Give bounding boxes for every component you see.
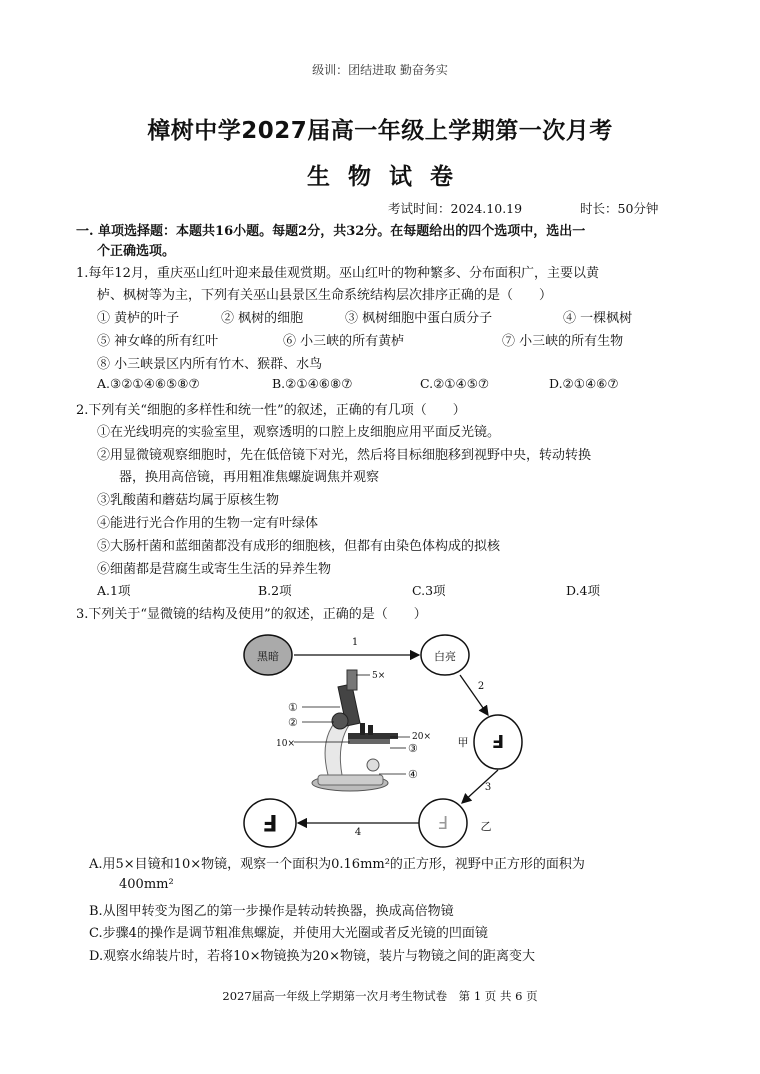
q2-statement: ②用显微镜观察细胞时，先在低倍镜下对光，然后将目标细胞移到视野中央，转动转换 xyxy=(97,448,592,463)
motto: 级训：团结进取 勤奋务实 xyxy=(312,63,448,77)
q3-option-b: B.从图甲转变为图乙的第一步操作是转动转换器，换成高倍物镜 xyxy=(89,904,454,919)
objective-mag-20: 20× xyxy=(412,732,431,742)
q2-option-d: D.4项 xyxy=(566,583,601,598)
q3-option-a-cont: 400mm² xyxy=(119,877,174,892)
field-final-letter: F xyxy=(262,809,278,834)
exam-time: 考试时间：2024.10.19 xyxy=(388,201,523,216)
q1-item: ③ 枫树细胞中蛋白质分子 xyxy=(345,311,493,326)
q3-option-a: A.用5×目镜和10×物镜，观察一个面积为0.16mm²的正方形，视野中正方形的面积为 xyxy=(89,857,585,872)
q2-statement: ⑤大肠杆菌和蓝细菌都没有成形的细胞核，但都有由染色体构成的拟核 xyxy=(97,539,501,554)
q2-option-b: B.2项 xyxy=(258,583,292,598)
q2-option-c: C.3项 xyxy=(412,583,446,598)
section-heading-cont: 个正确选项。 xyxy=(97,244,176,259)
q2-statement: ①在光线明亮的实验室里，观察透明的口腔上皮细胞应用平面反光镜。 xyxy=(97,425,501,440)
field-jia-letter: F xyxy=(491,730,505,751)
jia-label: 甲 xyxy=(457,736,469,749)
field-yi-letter: F xyxy=(437,811,449,832)
q3-option-d: D.观察水绵装片时，若将10×物镜换为20×物镜，装片与物镜之间的距离变大 xyxy=(89,949,535,964)
arrow-3-label: 3 xyxy=(484,782,492,793)
objective-mag-10: 10× xyxy=(276,739,295,749)
q1-option-c: C.②①④⑤⑦ xyxy=(420,376,490,391)
q2-statement-cont: 器，换用高倍镜，再用粗准焦螺旋调焦并观察 xyxy=(119,470,380,485)
q1-item: ⑦ 小三峡的所有生物 xyxy=(502,334,624,349)
arrow-3 xyxy=(462,770,498,803)
page-title: 樟树中学2027届高一年级上学期第一次月考 xyxy=(147,118,613,144)
q1-item: ① 黄栌的叶子 xyxy=(97,311,180,326)
q1-option-b: B.②①④⑥⑧⑦ xyxy=(272,376,353,391)
part-1-label: ① xyxy=(288,701,298,714)
arrow-1-label: 1 xyxy=(351,637,359,648)
arrow-4-label: 4 xyxy=(354,827,362,838)
microscope-figure xyxy=(230,625,530,850)
q3-option-c: C.步骤4的操作是调节粗准焦螺旋，并使用大光圈或者反光镜的凹面镜 xyxy=(89,926,488,941)
part-2-label: ② xyxy=(288,716,298,729)
part-3-label: ③ xyxy=(408,742,418,755)
q2-statement: ④能进行光合作用的生物一定有叶绿体 xyxy=(97,516,319,531)
page-subtitle: 生 物 试 卷 xyxy=(306,164,454,190)
q1-option-d: D.②①④⑥⑦ xyxy=(549,376,619,391)
q1-item: ⑧ 小三峡景区内所有竹木、猴群、水鸟 xyxy=(97,357,323,372)
q1-stem: 1.每年12月，重庆巫山红叶迎来最佳观赏期。巫山红叶的物种繁多、分布面积广，主要以黄 xyxy=(76,266,599,281)
q2-statement: ③乳酸菌和蘑菇均属于原核生物 xyxy=(97,493,280,508)
page-footer: 2027届高一年级上学期第一次月考生物试卷 第 1 页 共 6 页 xyxy=(222,989,538,1003)
q2-stem: 2.下列有关“细胞的多样性和统一性”的叙述，正确的有几项（ ） xyxy=(76,403,466,418)
microscope-icon xyxy=(312,670,398,791)
q2-statement: ⑥细菌都是营腐生或寄生生活的异养生物 xyxy=(97,562,332,577)
part-4-label: ④ xyxy=(408,768,418,781)
yi-label: 乙 xyxy=(480,820,492,833)
bright-label: 白亮 xyxy=(434,650,456,663)
q2-option-a: A.1项 xyxy=(97,583,131,598)
q1-stem-cont: 栌、枫树等为主，下列有关巫山县景区生命系统结构层次排序正确的是（ ） xyxy=(97,288,553,303)
arrow-2-label: 2 xyxy=(477,681,485,692)
q1-item: ⑥ 小三峡的所有黄栌 xyxy=(283,334,405,349)
exam-duration: 时长：50分钟 xyxy=(580,201,659,216)
q1-item: ② 枫树的细胞 xyxy=(221,311,304,326)
eyepiece-mag: 5× xyxy=(372,671,386,681)
dark-label: 黑暗 xyxy=(257,650,279,663)
q1-option-a: A.③②①④⑥⑤⑧⑦ xyxy=(97,376,200,391)
q3-stem: 3.下列关于“显微镜的结构及使用”的叙述，正确的是（ ） xyxy=(76,607,427,622)
section-heading: 一. 单项选择题：本题共16小题。每题2分，共32分。在每题给出的四个选项中，选出一 xyxy=(76,224,586,239)
q1-item: ④ 一棵枫树 xyxy=(563,311,633,326)
q1-item: ⑤ 神女峰的所有红叶 xyxy=(97,334,219,349)
